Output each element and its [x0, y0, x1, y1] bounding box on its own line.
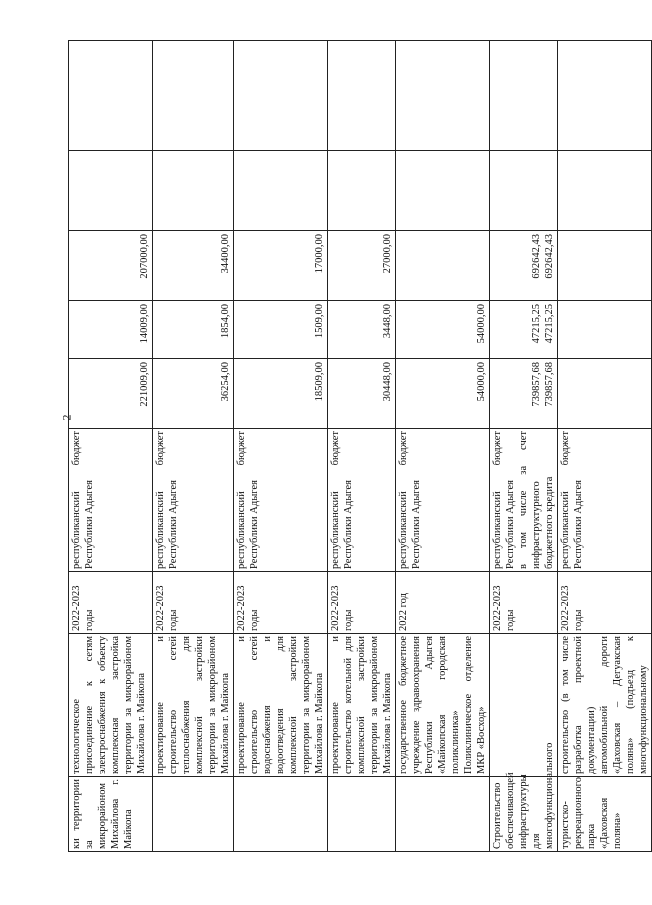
table-cell — [153, 777, 234, 852]
table-cell: 17000,00 — [234, 231, 328, 301]
table-cell: 34400,00 — [153, 231, 234, 301]
table-cell: 3448,00 — [328, 301, 396, 359]
table-cell — [490, 41, 558, 151]
table-cell: 14009,00 — [69, 301, 153, 359]
table-cell — [69, 41, 153, 151]
table-cell: 221009,00 — [69, 359, 153, 429]
table-cell: проектирование и строительство котельной для комплексной застройки территории за микрорайоном Михайлова г. Майкопа — [328, 634, 396, 777]
table-cell — [69, 151, 153, 231]
table-cell — [490, 151, 558, 231]
table-cell: 2022-2023 годы — [558, 572, 652, 634]
table-cell — [490, 359, 558, 429]
table-cell — [153, 151, 234, 231]
amount: 739857,68 — [531, 362, 542, 407]
table-cell — [396, 231, 490, 301]
amount-sub: 739857,68 — [544, 362, 555, 407]
budget-source: республиканский бюджет Республики Адыгея — [492, 431, 516, 569]
table-cell: республиканский бюджет Республики Адыгея — [328, 429, 396, 572]
table-row — [558, 41, 652, 852]
table-cell — [234, 151, 328, 231]
table-cell: 2022-2023 годы — [153, 572, 234, 634]
table-cell: 54000,00 — [396, 359, 490, 429]
table-cell: 2022 год — [396, 572, 490, 634]
amount: 47215,25 — [531, 304, 542, 344]
table-cell: 2022-2023 годы — [69, 572, 153, 634]
table-cell: республиканский бюджет Республики Адыгея — [153, 429, 234, 572]
table-cell — [490, 429, 558, 572]
rotated-table-wrapper — [68, 41, 649, 852]
table-cell — [490, 231, 558, 301]
table-cell — [558, 301, 652, 359]
table-row — [490, 41, 558, 852]
budget-source-sub: в том числе за счет инфраструктурного бюджетного кредита — [518, 431, 555, 569]
page-number: 2 — [59, 414, 74, 421]
table-cell: республиканский бюджет Республики Адыгея — [558, 429, 652, 572]
table-cell: 207000,00 — [69, 231, 153, 301]
table-cell: государственное бюджетное учреждение здравоохранения Республики Адыгея «Майкопская городская поликлиника» Поликлиническое отделение МКР «Восход» — [396, 634, 490, 777]
amount: 692642,43 — [531, 234, 542, 279]
table-cell: технологическое присоединение к сетям электроснабжения к объекту комплексная застройка территории за микрорайоном Михайлова г. Майкопа — [69, 634, 153, 777]
table-row — [396, 41, 490, 852]
table-cell: 27000,00 — [328, 231, 396, 301]
table-cell — [558, 41, 652, 151]
table-row — [69, 41, 153, 852]
table-cell: республиканский бюджет Республики Адыгея — [69, 429, 153, 572]
table-cell: республиканский бюджет Республики Адыгея — [396, 429, 490, 572]
table-cell — [396, 151, 490, 231]
budget-table — [68, 40, 652, 852]
table-cell: 30448,00 — [328, 359, 396, 429]
table-cell: 1854,00 — [153, 301, 234, 359]
table-cell: 2022-2023 годы — [490, 572, 558, 634]
table-cell: Строительство обеспечивающей инфраструктуры для многофункционального — [490, 777, 558, 852]
table-cell: проектирование и строительство сетей водоснабжения и водоотведения для комплексной застройки территории за микрорайоном Михайлова г. Майкопа — [234, 634, 328, 777]
table-cell: 1509,00 — [234, 301, 328, 359]
table-cell: 2022-2023 годы — [234, 572, 328, 634]
table-cell — [234, 777, 328, 852]
table-cell — [328, 151, 396, 231]
table-cell — [234, 41, 328, 151]
table-cell: туристско-рекреационного парка «Даховская поляна» — [558, 777, 652, 852]
table-cell — [153, 41, 234, 151]
table-cell — [396, 41, 490, 151]
table-cell: 54000,00 — [396, 301, 490, 359]
amount-sub: 692642,43 — [544, 234, 555, 279]
amount-sub: 47215,25 — [544, 304, 555, 344]
table-cell: проектирование и строительство сетей теплоснабжения для комплексной застройки территории за микрорайоном Михайлова г. Майкопа — [153, 634, 234, 777]
table-row — [328, 41, 396, 852]
table-cell: 36254,00 — [153, 359, 234, 429]
table-row — [153, 41, 234, 852]
table-cell: строительство (в том числе разработка проектной документации) автомобильной дороги «Даховская – Дегуакская поляна» (подъезд к многофункциональному — [558, 634, 652, 777]
table-cell: ки территории за микрорайоном Михайлова г. Майкопа — [69, 777, 153, 852]
table-cell — [558, 231, 652, 301]
table-row — [234, 41, 328, 852]
table-cell — [328, 41, 396, 151]
table-cell — [328, 777, 396, 852]
table-cell: республиканский бюджет Республики Адыгея — [234, 429, 328, 572]
table-cell — [490, 301, 558, 359]
table-cell — [396, 777, 490, 852]
table-cell: 18509,00 — [234, 359, 328, 429]
table-cell — [558, 151, 652, 231]
table-cell — [558, 359, 652, 429]
table-cell: 2022-2023 годы — [328, 572, 396, 634]
